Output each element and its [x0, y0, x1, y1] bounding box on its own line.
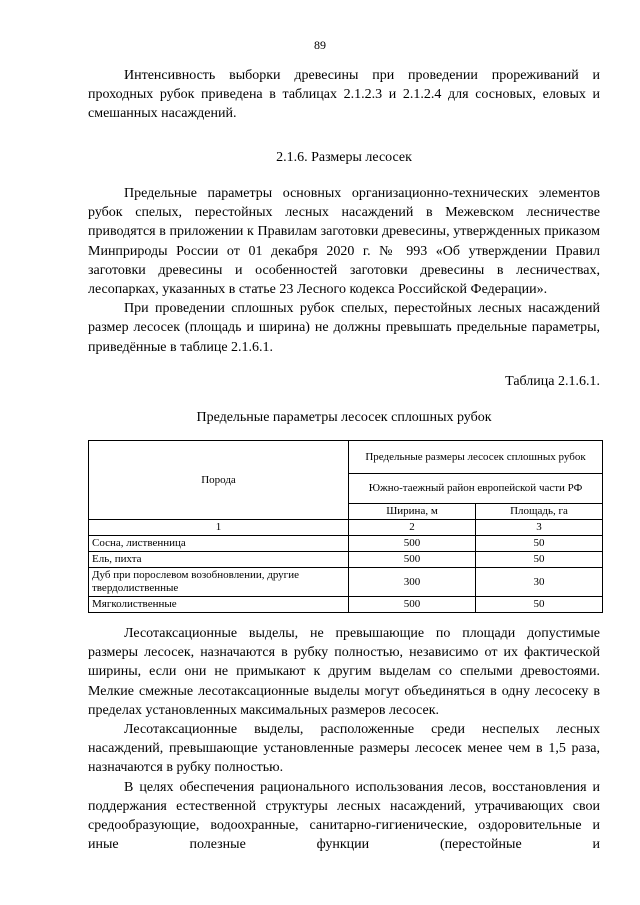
paragraph-3: Лесотаксационные выделы, не превышающие по площади допустимые размеры лесосек, назначаются в рубку полностью, независимо от их фактической ширины, если они не примыкают к другим выделам со спелыми древостоями. Мелкие смежные лесотаксационные выделы могут объединяться в одну лесосеку в пределах установленных максимальных размеров лесосек.: [88, 626, 600, 718]
row-area-cell: 50: [476, 536, 603, 552]
row-width-cell: 500: [349, 597, 476, 613]
table-row: [89, 568, 603, 597]
body-block-1: [88, 184, 600, 357]
limits-table: [88, 440, 603, 613]
table-label: Таблица 2.1.6.1.: [505, 374, 600, 389]
body-block-2: [88, 624, 600, 854]
header-species: Порода: [89, 441, 349, 520]
intro-paragraph-block: [88, 66, 600, 124]
header-area: Площадь, га: [476, 504, 603, 520]
page-number: 89: [314, 38, 326, 52]
column-number-1: 1: [89, 520, 349, 536]
header-region: Южно-таежный район европейской части РФ: [349, 474, 603, 504]
row-species-cell: Дуб при порослевом возобновлении, другие твердолиственные: [89, 568, 349, 597]
intro-paragraph: Интенсивность выборки древесины при проведении прореживаний и проходных рубок приведена в таблицах 2.1.2.3 и 2.1.2.4 для сосновых, еловых и смешанных насаждений.: [88, 68, 600, 122]
row-species-cell: Сосна, лиственница: [89, 536, 349, 552]
row-species-cell: Мягколиственные: [89, 597, 349, 613]
row-area-cell: 30: [476, 568, 603, 597]
row-species-cell: Ель, пихта: [89, 552, 349, 568]
table-row: [89, 536, 603, 552]
row-area-cell: 50: [476, 597, 603, 613]
paragraph-2: При проведении сплошных рубок спелых, перестойных лесных насаждений размер лесосек (площадь и ширина) не должны превышать предельные параметры, приведённые в таблице 2.1.6.1.: [88, 301, 600, 355]
column-number-2: 2: [349, 520, 476, 536]
paragraph-5: В целях обеспечения рационального использования лесов, восстановления и поддержания естественной структуры лесных насаждений, утрачивающих свои средообразующие, водоохранные, санитарно-гигиенические, оздоровительные и иные полезные функции (перестойные и: [88, 779, 600, 853]
section-heading: 2.1.6. Размеры лесосек: [276, 150, 412, 165]
paragraph-4: Лесотаксационные выделы, расположенные среди неспелых лесных насаждений, превышающие установленные размеры лесосек менее чем в 1,5 раза, назначаются в рубку полностью.: [88, 722, 600, 776]
table-title: Предельные параметры лесосек сплошных рубок: [196, 410, 492, 425]
row-width-cell: 300: [349, 568, 476, 597]
header-width: Ширина, м: [349, 504, 476, 520]
column-number-3: 3: [476, 520, 603, 536]
row-width-cell: 500: [349, 536, 476, 552]
table-row: [89, 597, 603, 613]
header-group: Предельные размеры лесосек сплошных рубок: [349, 441, 603, 474]
row-area-cell: 50: [476, 552, 603, 568]
paragraph-1: Предельные параметры основных организационно-технических элементов рубок спелых, перестойных лесных насаждений в Межевском лесничестве приводятся в приложении к Правилам заготовки древесины, утвержденных приказом Минприроды России от 01 декабря 2020 г. № 993 «Об утверждении Правил заготовки древесины и особенностей заготовки древесины в лесничествах, лесопарках, указанных в статье 23 Лесного кодекса Российской Федерации».: [88, 186, 600, 298]
table-row: [89, 552, 603, 568]
row-width-cell: 500: [349, 552, 476, 568]
